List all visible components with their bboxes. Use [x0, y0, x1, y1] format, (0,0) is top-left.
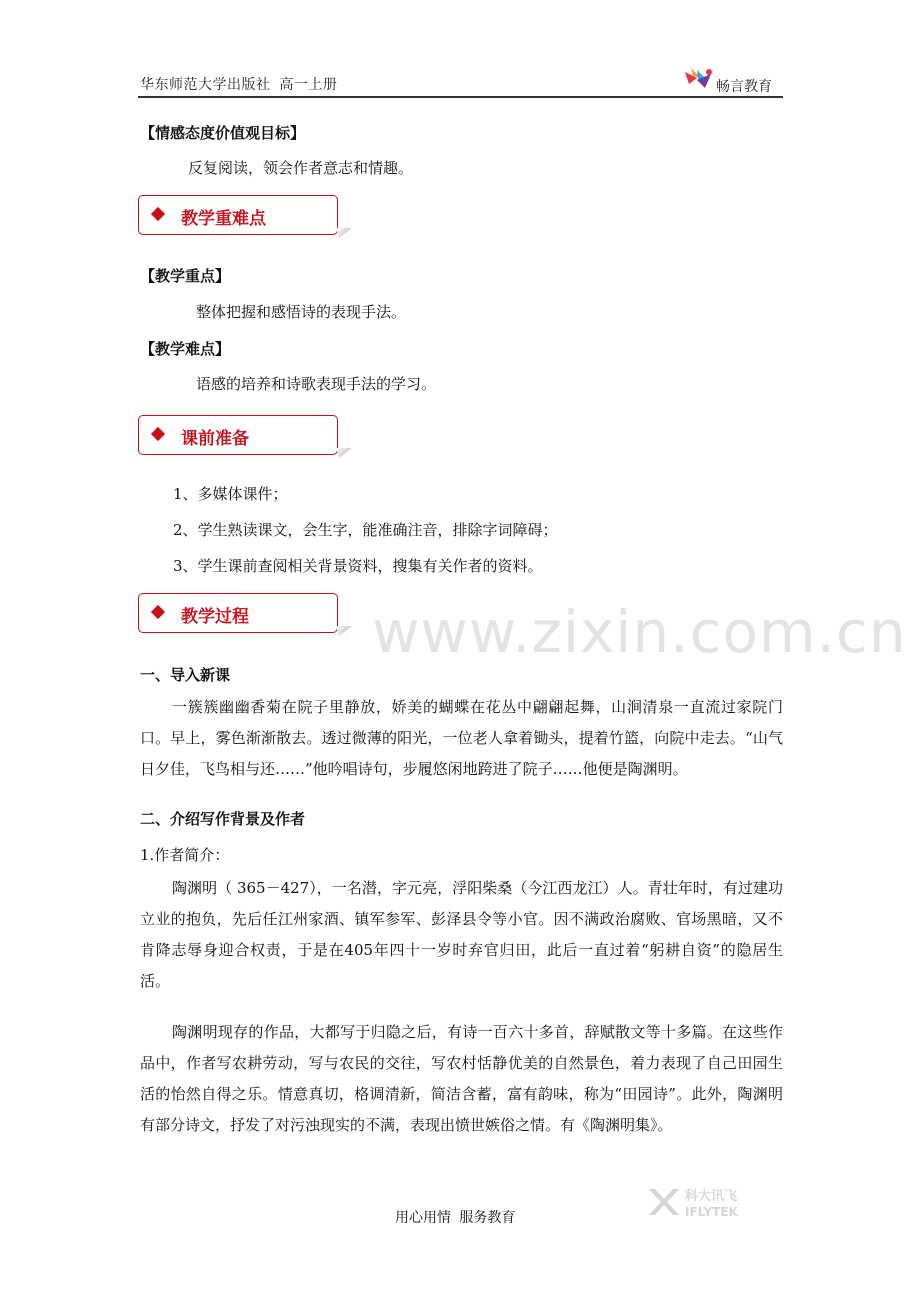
author-paragraph-1: 陶渊明（ 365－427），一名潜，字元亮，浮阳柴桑（今江西龙江）人。青壮年时，有过建功立业的抱负，先后任江州家酒、镇军参军、彭泽县令等小官。因不满政治腐败、官场黑暗，又不肯降志辱身迎合权责，于是在405年四十一岁时弃官归田，此后一直过着“躬耕自资”的隐居生活。 [140, 879, 783, 990]
prep-item: 3、学生课前查阅相关背景资料，搜集有关作者的资料。 [173, 557, 543, 575]
header-divider [138, 96, 783, 98]
iflytek-logo-en: IFLYTEK [685, 1205, 738, 1219]
difficulty-text: 语感的培养和诗歌表现手法的学习。 [196, 375, 437, 393]
emotion-goal-heading: 【情感态度价值观目标】 [140, 124, 306, 142]
prep-item: 2、学生熟读课文，会生字，能准确注音，排除字词障碍； [173, 521, 558, 539]
section-box-preparation [138, 415, 338, 455]
diamond-bullet-icon [151, 427, 165, 441]
box-shadow-tail [336, 626, 352, 636]
section-title: 教学过程 [181, 607, 249, 627]
diamond-bullet-icon [151, 207, 165, 221]
difficulty-heading: 【教学难点】 [140, 340, 231, 358]
intro-heading: 一、导入新课 [140, 666, 231, 684]
focus-text: 整体把握和感悟诗的表现手法。 [196, 303, 407, 321]
section-title: 课前准备 [181, 429, 249, 449]
intro-paragraph: 一簇簇幽幽香菊在院子里静放，娇美的蝴蝶在花丛中翩翩起舞，山涧清泉一直流过家院门口。早上，雾色渐渐散去。透过微薄的阳光，一位老人拿着锄头，提着竹篮，向院中走去。“山气日夕佳，飞鸟相与还……”他吟唱诗句，步履悠闲地跨进了院子……他便是陶渊明。 [140, 698, 783, 778]
diamond-bullet-icon [151, 605, 165, 619]
iflytek-logo-cn: 科大讯飞 [685, 1189, 738, 1204]
changyan-bird-logo-icon [683, 64, 717, 92]
iflytek-logo-icon [645, 1183, 763, 1221]
focus-heading: 【教学重点】 [140, 267, 231, 285]
footer-motto: 用心用情 服务教育 [395, 1210, 516, 1226]
section-box-key-points [138, 195, 338, 235]
author-subheading: 1.作者简介： [140, 846, 230, 864]
box-shadow-tail [336, 228, 352, 238]
emotion-goal-text: 反复阅读，领会作者意志和情趣。 [188, 159, 414, 177]
author-paragraph-2: 陶渊明现存的作品，大都写于归隐之后，有诗一百六十多首，辞赋散文等十多篇。在这些作品中，作者写农耕劳动，写与农民的交往，写农村恬静优美的自然景色，着力表现了自己田园生活的怡然自得之乐。情意真切，格调清新，简洁含蓄，富有韵味，称为“田园诗”。此外，陶渊明有部分诗文，抒发了对污浊现实的不满，表现出愤世嫉俗之情。有《陶渊明集》。 [140, 1023, 783, 1134]
prep-item: 1、多媒体课件； [173, 485, 288, 503]
section-box-process [138, 593, 338, 633]
box-shadow-tail [336, 448, 352, 458]
brand-name: 畅言教育 [716, 79, 772, 95]
watermark: www.zixin.com.cn [372, 598, 907, 666]
header-publisher: 华东师范大学出版社 高一上册 [140, 77, 338, 93]
background-heading: 二、介绍写作背景及作者 [140, 810, 306, 828]
section-title: 教学重难点 [181, 209, 266, 229]
